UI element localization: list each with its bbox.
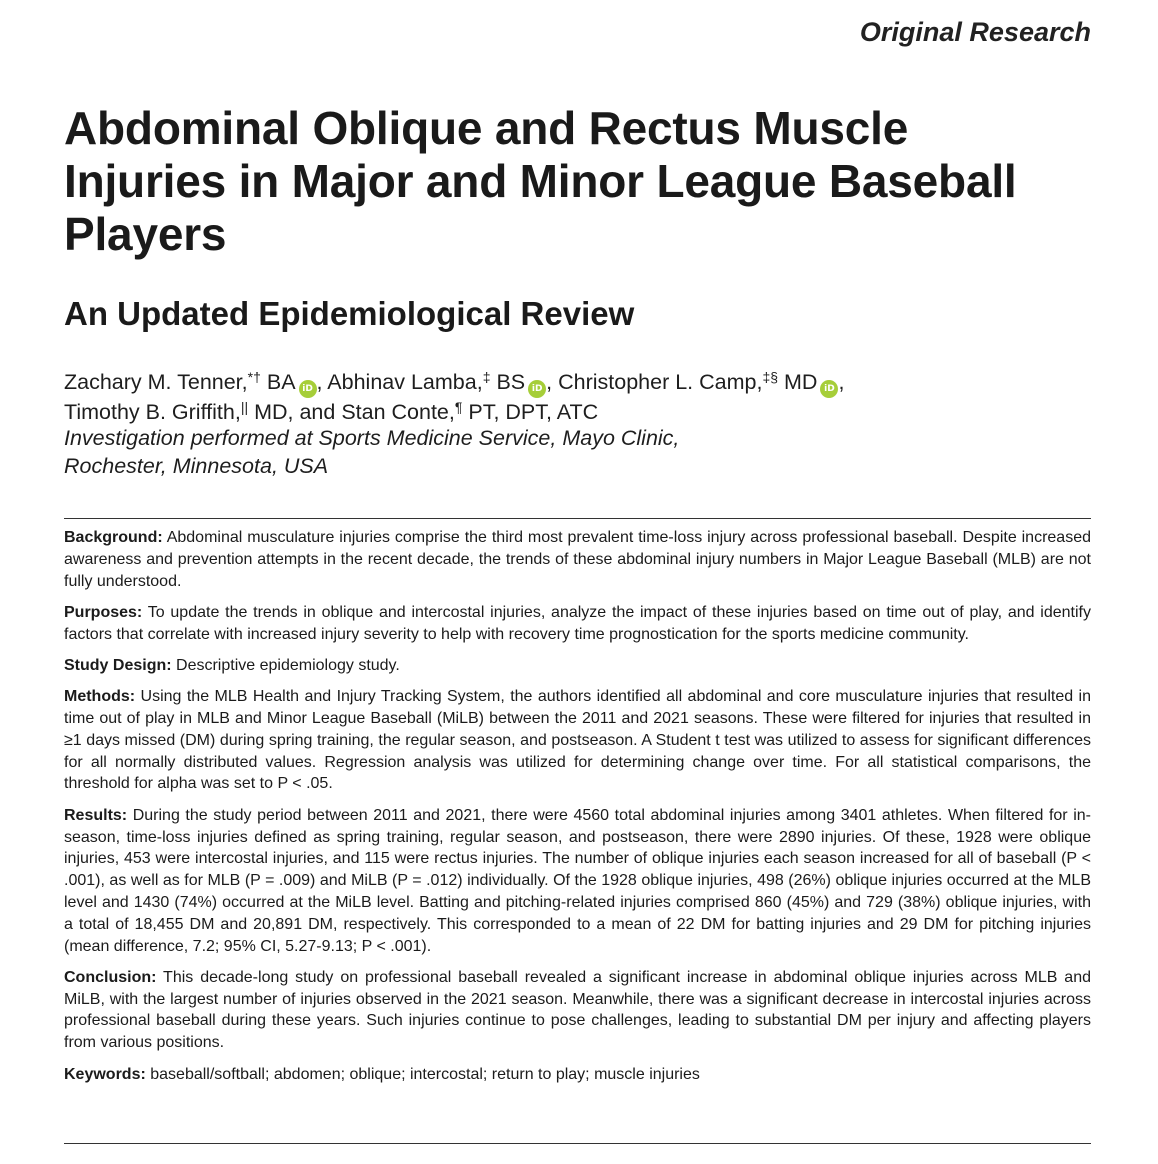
- author-degree: BA: [260, 370, 296, 394]
- abstract: [64, 527, 1091, 1095]
- author-separator: ,: [838, 370, 845, 394]
- abstract-label: Study Design:: [64, 656, 172, 674]
- abstract-text: This decade-long study on professional baseball revealed a significant increase in abdominal oblique injuries across MLB and MiLB, with the largest number of injuries observed in the 2021 season. Meanwhile, there was a significant decrease in intercostal injuries across professional baseball during these years. Such injuries continue to pose challenges, leading to substantial DM per injury and affecting players from various positions.: [64, 968, 1091, 1052]
- abstract-label: Conclusion:: [64, 968, 157, 986]
- article-title: Abdominal Oblique and Rectus Muscle Injuries in Major and Minor League Baseball Players: [64, 102, 1017, 260]
- abstract-text: baseball/softball; abdomen; oblique; intercostal; return to play; muscle injuries: [145, 1065, 700, 1083]
- author-degree: PT, DPT, ATC: [462, 400, 599, 424]
- abstract-text: To update the trends in oblique and intercostal injuries, analyze the impact of these injuries based on time out of play, and identify factors that correlate with increased injury severity to help with recovery time prognostication for the sports medicine community.: [64, 603, 1091, 643]
- author-name: Christopher L. Camp,: [558, 370, 763, 394]
- abstract-bottom-divider: [64, 1143, 1091, 1144]
- abstract-text: During the study period between 2011 and 2021, there were 4560 total abdominal injuries among 3401 athletes. When filtered for in-season, time-loss injuries defined as spring training, regular season, and postseason, there were 2890 injuries. Of these, 1928 were oblique injuries, 453 were intercostal injuries, and 115 were rectus injuries. The number of oblique injuries each season increased for all of baseball (P < .001), as well as for MLB (P = .009) and MiLB (P = .012) individually. Of the 1928 oblique injuries, 498 (26%) oblique injuries occurred at the MLB level and 1430 (74%) occurred at the MiLB level. Batting and pitching-related injuries comprised 860 (45%) and 729 (38%) oblique injuries, with a total of 18,455 DM and 20,891 DM, respectively. This corresponded to a mean of 22 DM for batting injuries and 29 DM for pitching injuries (mean difference, 7.2; 95% CI, 5.27-9.13; P < .001).: [64, 806, 1091, 955]
- abstract-label: Keywords:: [64, 1065, 146, 1083]
- author-separator: ,: [546, 370, 559, 394]
- author-name: Stan Conte,: [341, 400, 455, 424]
- abstract-results: [64, 805, 1091, 958]
- author-degree: MD, and: [248, 400, 342, 424]
- abstract-label: Background:: [64, 529, 163, 546]
- author-affiliation-mark: ‡: [482, 369, 491, 385]
- abstract-label: Results:: [64, 806, 128, 824]
- abstract-label: Methods:: [64, 688, 136, 706]
- orcid-icon[interactable]: iD: [528, 380, 546, 398]
- author-name: Timothy B. Griffith,: [64, 400, 241, 424]
- abstract-study-design: [64, 655, 1091, 677]
- affiliation-line: Investigation performed at Sports Medicine Service, Mayo Clinic,: [64, 426, 680, 450]
- abstract-conclusion: [64, 967, 1091, 1054]
- author-affiliation-mark: ||: [240, 399, 249, 415]
- abstract-purposes: [64, 602, 1091, 646]
- author-affiliation-mark: *†: [247, 369, 261, 385]
- affiliation-line: Rochester, Minnesota, USA: [64, 454, 329, 478]
- author-list: [64, 368, 1064, 426]
- abstract-top-divider: [64, 518, 1091, 519]
- abstract-text: Abdominal musculature injuries comprise the third most prevalent time-loss injury across professional baseball. Despite increased awareness and prevention attempts in the recent decade, the trends of these abdominal injury numbers in Major League Baseball (MLB) are not fully understood.: [64, 529, 1091, 590]
- author-name: Zachary M. Tenner,: [64, 370, 248, 394]
- orcid-icon[interactable]: iD: [820, 380, 838, 398]
- author-degree: BS: [490, 370, 526, 394]
- abstract-methods: [64, 686, 1091, 795]
- author-degree: MD: [778, 370, 818, 394]
- author-affiliation-mark: ‡§: [762, 369, 779, 385]
- author-separator: ,: [316, 370, 328, 394]
- author-affiliation-mark: ¶: [454, 399, 463, 415]
- abstract-text: Using the MLB Health and Injury Tracking System, the authors identified all abdominal and core musculature injuries that resulted in time out of play in MLB and Minor League Baseball (MiLB) between the 2011 and 2021 seasons. These were filtered for injuries that resulted in ≥1 days missed (DM) during spring training, the regular season, and postseason. A Student t test was utilized to assess for significant differences for all normally distributed values. Regression analysis was utilized for determining change over time. For all statistical comparisons, the threshold for alpha was set to P < .05.: [64, 688, 1091, 793]
- article-subtitle: An Updated Epidemiological Review: [64, 295, 635, 332]
- section-label: Original Research: [859, 17, 1091, 47]
- article-page: [64, 0, 1091, 1164]
- abstract-keywords: [64, 1064, 1091, 1086]
- abstract-label: Purposes:: [64, 603, 143, 621]
- abstract-text: Descriptive epidemiology study.: [171, 656, 400, 674]
- affiliation: [64, 424, 1064, 480]
- orcid-icon[interactable]: iD: [299, 380, 317, 398]
- abstract-background: [64, 527, 1091, 592]
- author-name: Abhinav Lamba,: [327, 370, 483, 394]
